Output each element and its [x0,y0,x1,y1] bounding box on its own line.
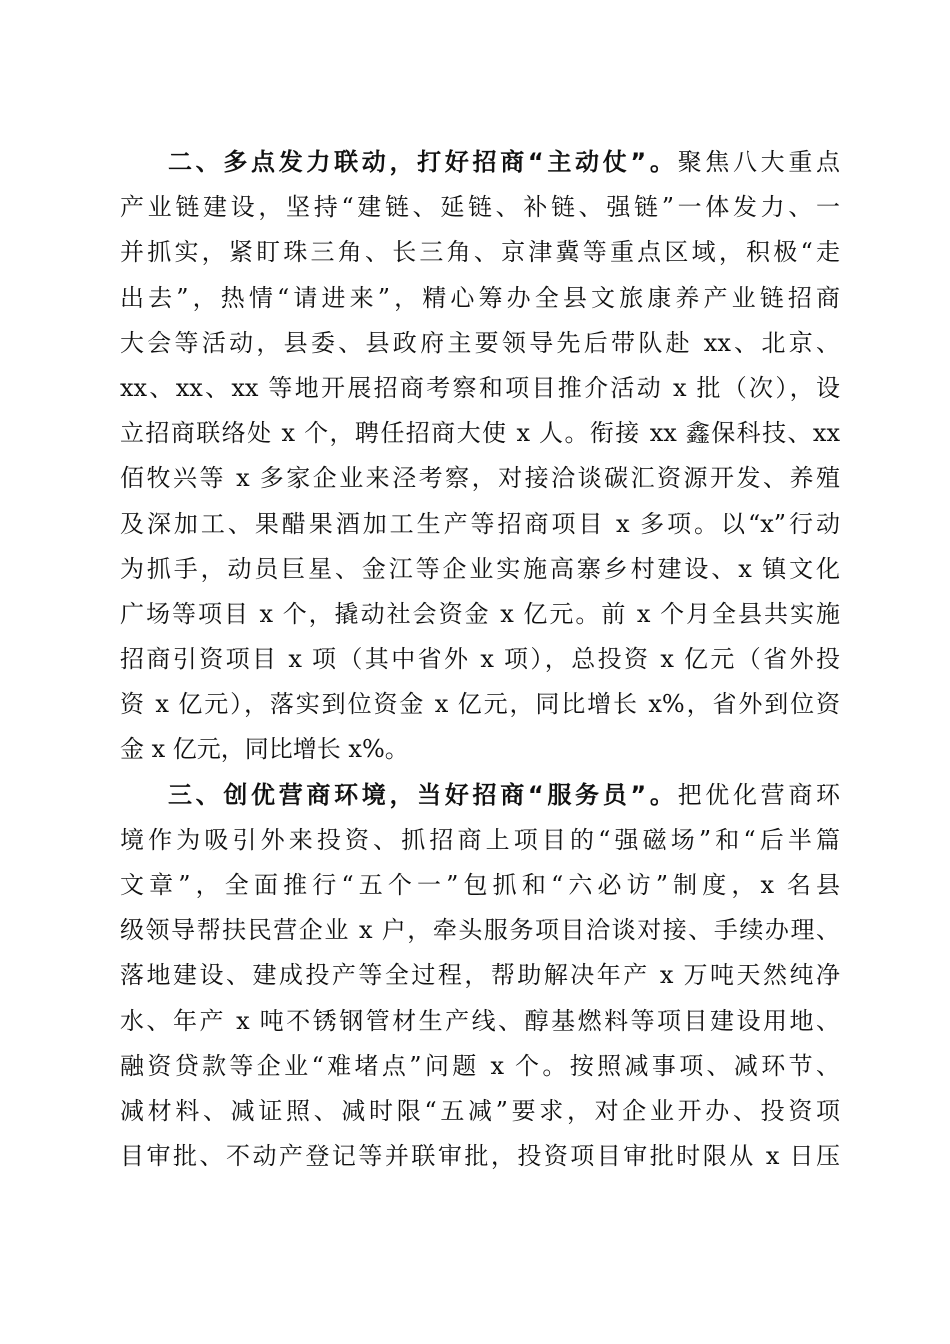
paragraph-line [120,140,840,185]
paragraph-heading: 二、多点发力联动，打好招商“主动仗”。 [168,148,678,176]
paragraph-line [120,773,840,818]
paragraph-line: 立招商联络处 x 个，聘任招商大使 x 人。衔接 xx 鑫保科技、xx [120,419,840,448]
paragraph-line: 文章”，全面推行“五个一”包抓和“六必访”制度，x 名县 [120,871,840,899]
paragraph-line: 水、年产 x 吨不锈钢管材生产线、醇基燃料等项目建设用地、 [120,1006,840,1035]
paragraph-line: 及深加工、果醋果酒加工生产等招商项目 x 多项。以“x”行动 [120,509,840,538]
paragraph-line: 佰牧兴等 x 多家企业来泾考察，对接洽谈碳汇资源开发、养殖 [120,464,840,493]
paragraph-line: 资 x 亿元），落实到位资金 x 亿元，同比增长 x%，省外到位资 [120,690,840,719]
document-body [120,140,840,1179]
paragraph-line: 广场等项目 x 个，撬动社会资金 x 亿元。前 x 个月全县共实施 [120,599,840,628]
paragraph-line: 产业链建设，坚持“建链、延链、补链、强链”一体发力、一 [120,193,840,222]
paragraph-line: 为抓手，动员巨星、金江等企业实施高寨乡村建设、x 镇文化 [120,554,840,583]
paragraph-line: 减材料、减证照、减时限“五减”要求，对企业开办、投资项 [120,1096,840,1125]
paragraph-line: 目审批、不动产登记等并联审批，投资项目审批时限从 x 日压 [120,1142,840,1171]
paragraph-line: 大会等活动，县委、县政府主要领导先后带队赴 xx、北京、 [120,328,840,357]
paragraph-line: 并抓实，紧盯珠三角、长三角、京津冀等重点区域，积极“走 [120,238,840,267]
paragraph-text: 把优化营商环 [677,780,841,809]
paragraph-line: 融资贷款等企业“难堵点”问题 x 个。按照减事项、减环节、 [120,1051,840,1080]
paragraph-text: 聚焦八大重点 [677,148,841,176]
paragraph-line: 招商引资项目 x 项（其中省外 x 项），总投资 x 亿元（省外投 [120,645,840,674]
paragraph-line: 落地建设、建成投产等全过程，帮助解决年产 x 万吨天然纯净 [120,961,840,990]
paragraph-line: 出去”，热情“请进来”，精心筹办全县文旅康养产业链招商 [120,283,840,312]
paragraph-line: 金 x 亿元，同比增长 x%。 [120,735,409,764]
paragraph-line: xx、xx、xx 等地开展招商考察和项目推介活动 x 批（次），设 [120,373,840,402]
paragraph-line: 境作为吸引外来投资、抓招商上项目的“强磁场”和“后半篇 [120,825,840,854]
paragraph-heading: 三、创优营商环境，当好招商“服务员”。 [168,780,678,809]
paragraph-line: 级领导帮扶民营企业 x 户，牵头服务项目洽谈对接、手续办理、 [120,916,840,945]
